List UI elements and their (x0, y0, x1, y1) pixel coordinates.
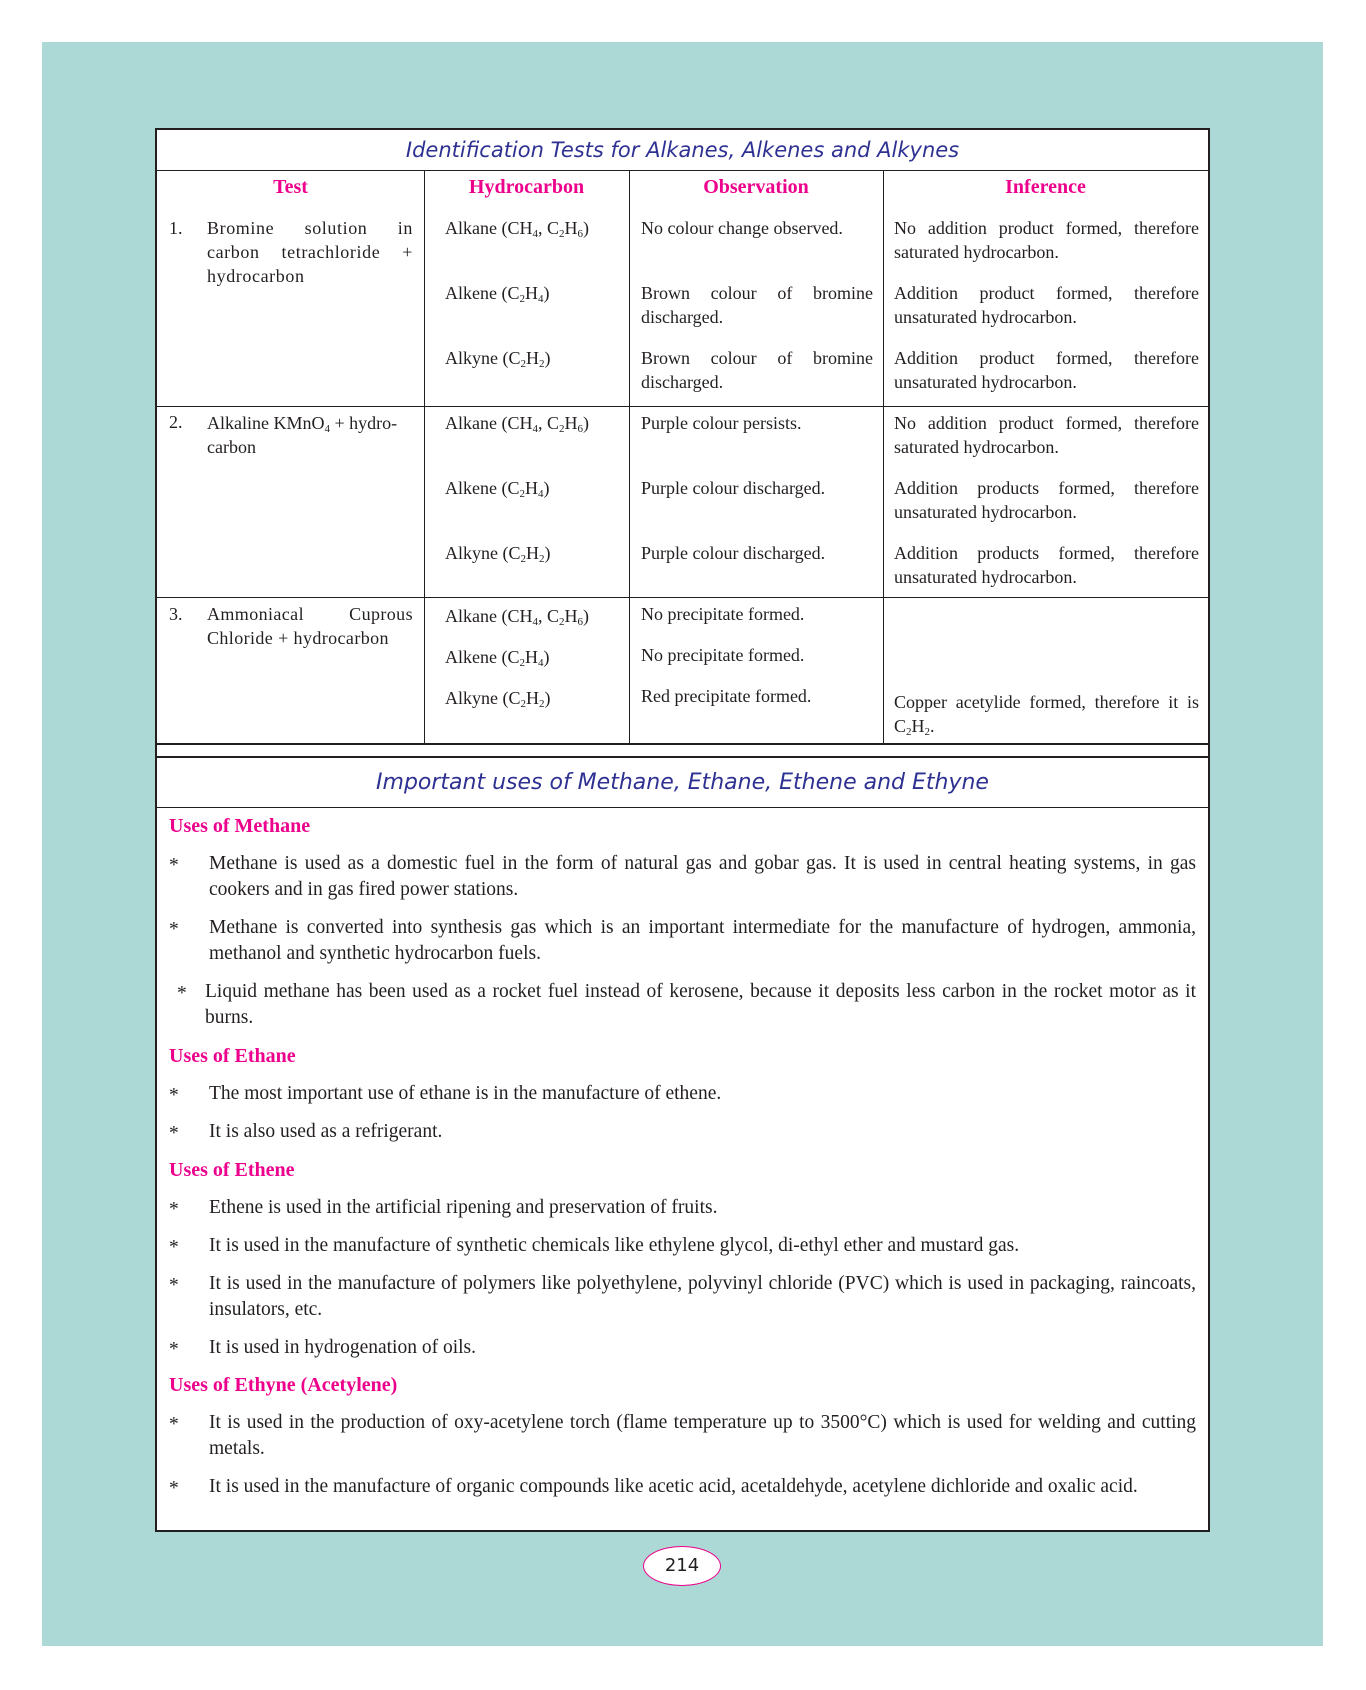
hydrocarbon-cell: Alkane ($CH_4$, $C_2H_6$) (445, 606, 589, 628)
observation-cell: No precipitate formed. (641, 604, 805, 624)
column-divider (629, 170, 630, 744)
test-name: Bromine solution in carbon tetrachloride + hydrocarbon (207, 218, 413, 286)
inference-cell: Addition product formed, therefore unsaturated hydrocarbon. (894, 283, 1199, 327)
test-name: Ammoniacal Cuprous Chloride + hydrocarbon (207, 604, 413, 648)
list-item: * It is also used as a refrigerant. (169, 1121, 443, 1144)
header-observation: Observation (703, 176, 809, 198)
observation-cell: Brown colour of bromine discharged. (641, 283, 873, 327)
hydrocarbon-cell: Alkene $(C_2H_4)$ (445, 647, 550, 669)
hydrocarbon-cell: Alkane ($CH_4$, $C_2H_6$) (445, 413, 589, 435)
uses-title: Important uses of Methane, Ethane, Ethene and Ethyne (157, 758, 1208, 808)
inference-cell: Addition products formed, therefore unsaturated hydrocarbon. (894, 478, 1199, 522)
table-bottom-border (157, 743, 1208, 745)
observation-cell: No colour change observed. (641, 218, 843, 238)
row-number: 3. (169, 604, 183, 624)
section-heading-ethene: Uses of Ethene (169, 1159, 295, 1181)
list-item: * Methane is used as a domestic fuel in the form of natural gas and gobar gas. It is used in central heating systems, in gas cookers and in gas fired power stations. (169, 853, 1196, 900)
page-number: 214 (643, 1546, 721, 1586)
list-item: * It is used in the production of oxy-acetylene torch (flame temperature up to 3500°C) which is used for welding and cutting metals. (169, 1412, 1196, 1459)
observation-cell: Red precipitate formed. (641, 686, 812, 706)
section-heading-ethyne: Uses of Ethyne (Acetylene) (169, 1374, 398, 1396)
hydrocarbon-cell: Alkane ($CH_4$, $C_2H_6$) (445, 218, 589, 240)
column-divider (883, 170, 884, 744)
list-item: * Ethene is used in the artificial ripening and preservation of fruits. (169, 1197, 718, 1220)
hydrocarbon-cell: Alkene $(C_2H_4)$ (445, 478, 550, 500)
content-box (155, 128, 1210, 1532)
hydrocarbon-cell: Alkyne $(C_2H_2)$ (445, 688, 551, 710)
test-name: Alkaline KMnO$_4$ + hydro- carbon (207, 413, 398, 457)
inference-cell: No addition product formed, therefore saturated hydrocarbon. (894, 413, 1199, 457)
list-item: * The most important use of ethane is in the manufacture of ethene. (169, 1083, 722, 1106)
observation-cell: Purple colour discharged. (641, 478, 826, 498)
section-heading-methane: Uses of Methane (169, 815, 311, 837)
row-divider (157, 597, 1208, 598)
inference-cell: No addition product formed, therefore saturated hydrocarbon. (894, 218, 1199, 262)
row-number: 2. (169, 412, 183, 432)
observation-cell: Purple colour discharged. (641, 543, 826, 563)
inference-cell: Copper acetylide formed, therefore it is $C_2H_2$. (894, 692, 1199, 738)
header-inference: Inference (1005, 176, 1086, 198)
inference-cell: Addition products formed, therefore unsaturated hydrocarbon. (894, 543, 1199, 587)
list-item: * Liquid methane has been used as a rocket fuel instead of kerosene, because it deposits less carbon in the rocket motor as it burns. (177, 981, 1196, 1028)
observation-cell: Brown colour of bromine discharged. (641, 348, 873, 392)
tests-table-title: Identification Tests for Alkanes, Alkenes and Alkynes (157, 130, 1208, 171)
inference-cell: Addition product formed, therefore unsaturated hydrocarbon. (894, 348, 1199, 392)
row-divider (157, 406, 1208, 407)
header-test: Test (273, 176, 308, 198)
list-item: * It is used in the manufacture of polymers like polyethylene, polyvinyl chloride (PVC) which is used in packaging, raincoats, insulators, etc. (169, 1273, 1196, 1320)
row-number: 1. (169, 218, 183, 238)
list-item: * It is used in hydrogenation of oils. (169, 1337, 477, 1360)
hydrocarbon-cell: Alkyne $(C_2H_2)$ (445, 543, 551, 565)
section-heading-ethane: Uses of Ethane (169, 1045, 296, 1067)
list-item: * It is used in the manufacture of organic compounds like acetic acid, acetaldehyde, acetylene dichloride and oxalic acid. (169, 1476, 1138, 1499)
hydrocarbon-cell: Alkyne $(C_2H_2)$ (445, 348, 551, 370)
hydrocarbon-cell: Alkene $(C_2H_4)$ (445, 283, 550, 305)
observation-cell: Purple colour persists. (641, 413, 802, 433)
header-hydrocarbon: Hydrocarbon (468, 176, 585, 198)
column-divider (424, 170, 425, 744)
list-item: * It is used in the manufacture of synthetic chemicals like ethylene glycol, di-ethyl ether and mustard gas. (169, 1235, 1020, 1258)
list-item: * Methane is converted into synthesis gas which is an important intermediate for the manufacture of hydrogen, ammonia, methanol and synthetic hydrocarbon fuels. (169, 917, 1196, 964)
observation-cell: No precipitate formed. (641, 645, 805, 665)
